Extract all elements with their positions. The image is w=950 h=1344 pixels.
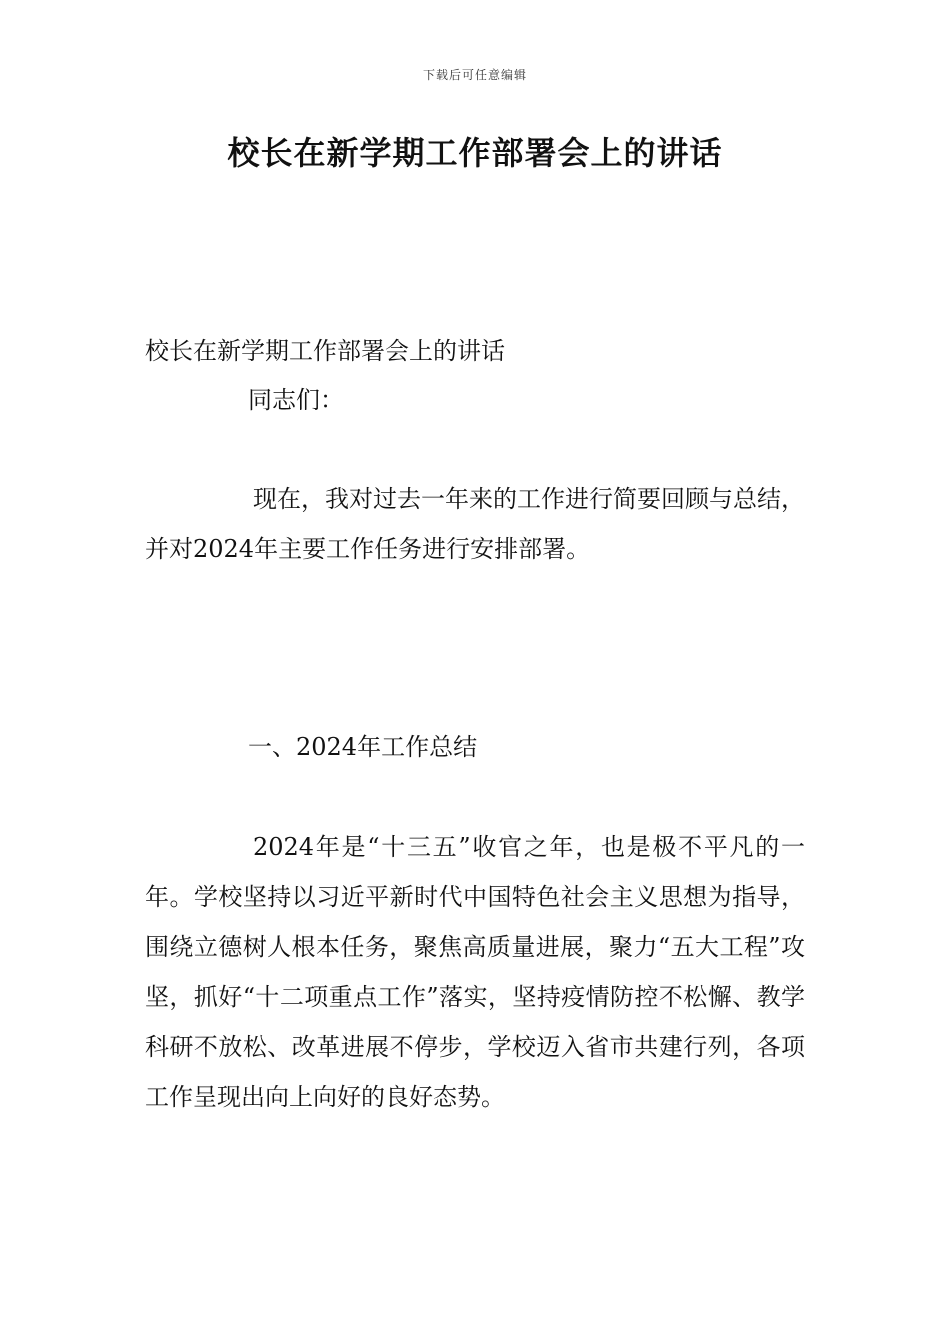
section-heading-1: 一、2024年工作总结 [248, 733, 478, 761]
paragraph-intro: 现在，我对过去一年来的工作进行简要回顾与总结，并对2024年主要工作任务进行安排部署。 [145, 485, 805, 563]
header-note: 下载后可任意编辑 [422, 68, 527, 82]
salutation: 同志们： [248, 386, 344, 414]
speech-subtitle: 校长在新学期工作部署会上的讲话 [145, 337, 505, 365]
document-title: 校长在新学期工作部署会上的讲话 [227, 134, 723, 172]
paragraph-summary: 2024年是“十三五”收官之年，也是极不平凡的一年。学校坚持以习近平新时代中国特色社会主义思想为指导，围绕立德树人根本任务，聚焦高质量进展，聚力“五大工程”攻坚，抓好“十二项重点工作”落实，坚持疫情防控不松懈、教学科研不放松、改革进展不停步，学校迈入省市共建行列，各项工作呈现出向上向好的良好态势。 [145, 833, 805, 1111]
